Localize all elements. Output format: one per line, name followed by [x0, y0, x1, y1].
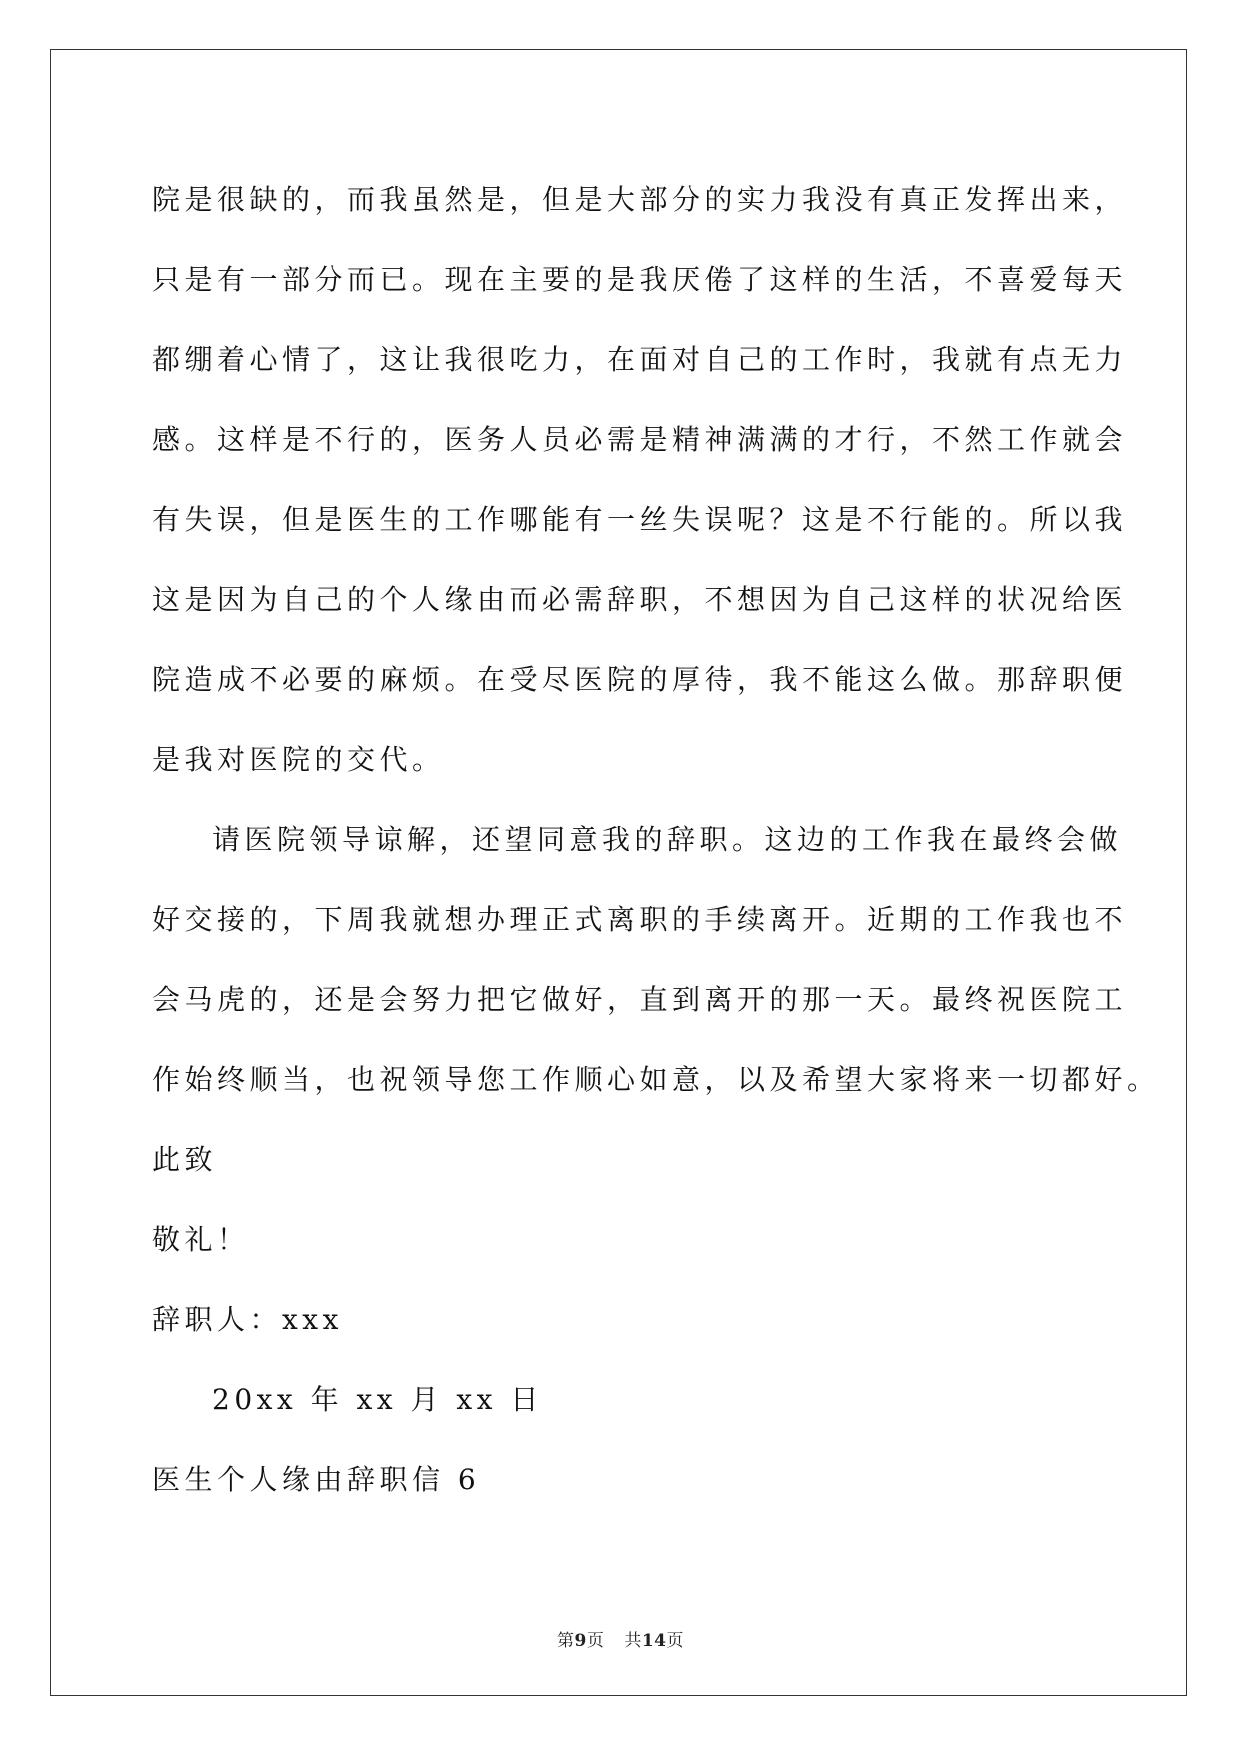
paragraph-line: 院造成不必要的麻烦。在受尽医院的厚待，我不能这么做。那辞职便 — [152, 663, 1128, 696]
paragraph-line: 好交接的，下周我就想办理正式离职的手续离开。近期的工作我也不 — [152, 903, 1128, 936]
paragraph-line: 都绷着心情了，这让我很吃力，在面对自己的工作时，我就有点无力 — [152, 343, 1128, 376]
page-prefix: 第 — [556, 1631, 575, 1651]
document-body — [152, 160, 1160, 1520]
paragraph-line: 感。这样是不行的，医务人员必需是精神满满的才行，不然工作就会 — [152, 423, 1128, 456]
signer-line: 辞职人：xxx — [152, 1303, 343, 1336]
total-pages: 14 — [641, 1631, 667, 1651]
paragraph-line: 作始终顺当，也祝领导您工作顺心如意，以及希望大家将来一切都好。 — [152, 1063, 1160, 1096]
page-number: 9 — [574, 1631, 587, 1651]
date-line: 20xx 年 xx 月 xx 日 — [212, 1383, 543, 1416]
paragraph-line: 会马虎的，还是会努力把它做好，直到离开的那一天。最终祝医院工 — [152, 983, 1128, 1016]
paragraph-line: 院是很缺的，而我虽然是，但是大部分的实力我没有真正发挥出来， — [152, 183, 1128, 216]
total-prefix: 共 — [624, 1631, 642, 1651]
next-letter-title: 医生个人缘由辞职信 6 — [152, 1463, 481, 1496]
page-suffix: 页 — [586, 1631, 605, 1651]
paragraph-line: 只是有一部分而已。现在主要的是我厌倦了这样的生活，不喜爱每天 — [152, 263, 1128, 296]
paragraph-line: 有失误，但是医生的工作哪能有一丝失误呢？这是不行能的。所以我 — [152, 503, 1128, 536]
paragraph-line: 这是因为自己的个人缘由而必需辞职，不想因为自己这样的状况给医 — [152, 583, 1128, 616]
total-suffix: 页 — [666, 1631, 684, 1651]
closing-line: 此致 — [152, 1143, 218, 1176]
paragraph-line: 是我对医院的交代。 — [152, 743, 445, 776]
page-footer — [0, 1626, 1241, 1651]
paragraph-line: 请医院领导谅解，还望同意我的辞职。这边的工作我在最终会做 — [212, 823, 1123, 856]
salute-line: 敬礼！ — [152, 1223, 250, 1256]
